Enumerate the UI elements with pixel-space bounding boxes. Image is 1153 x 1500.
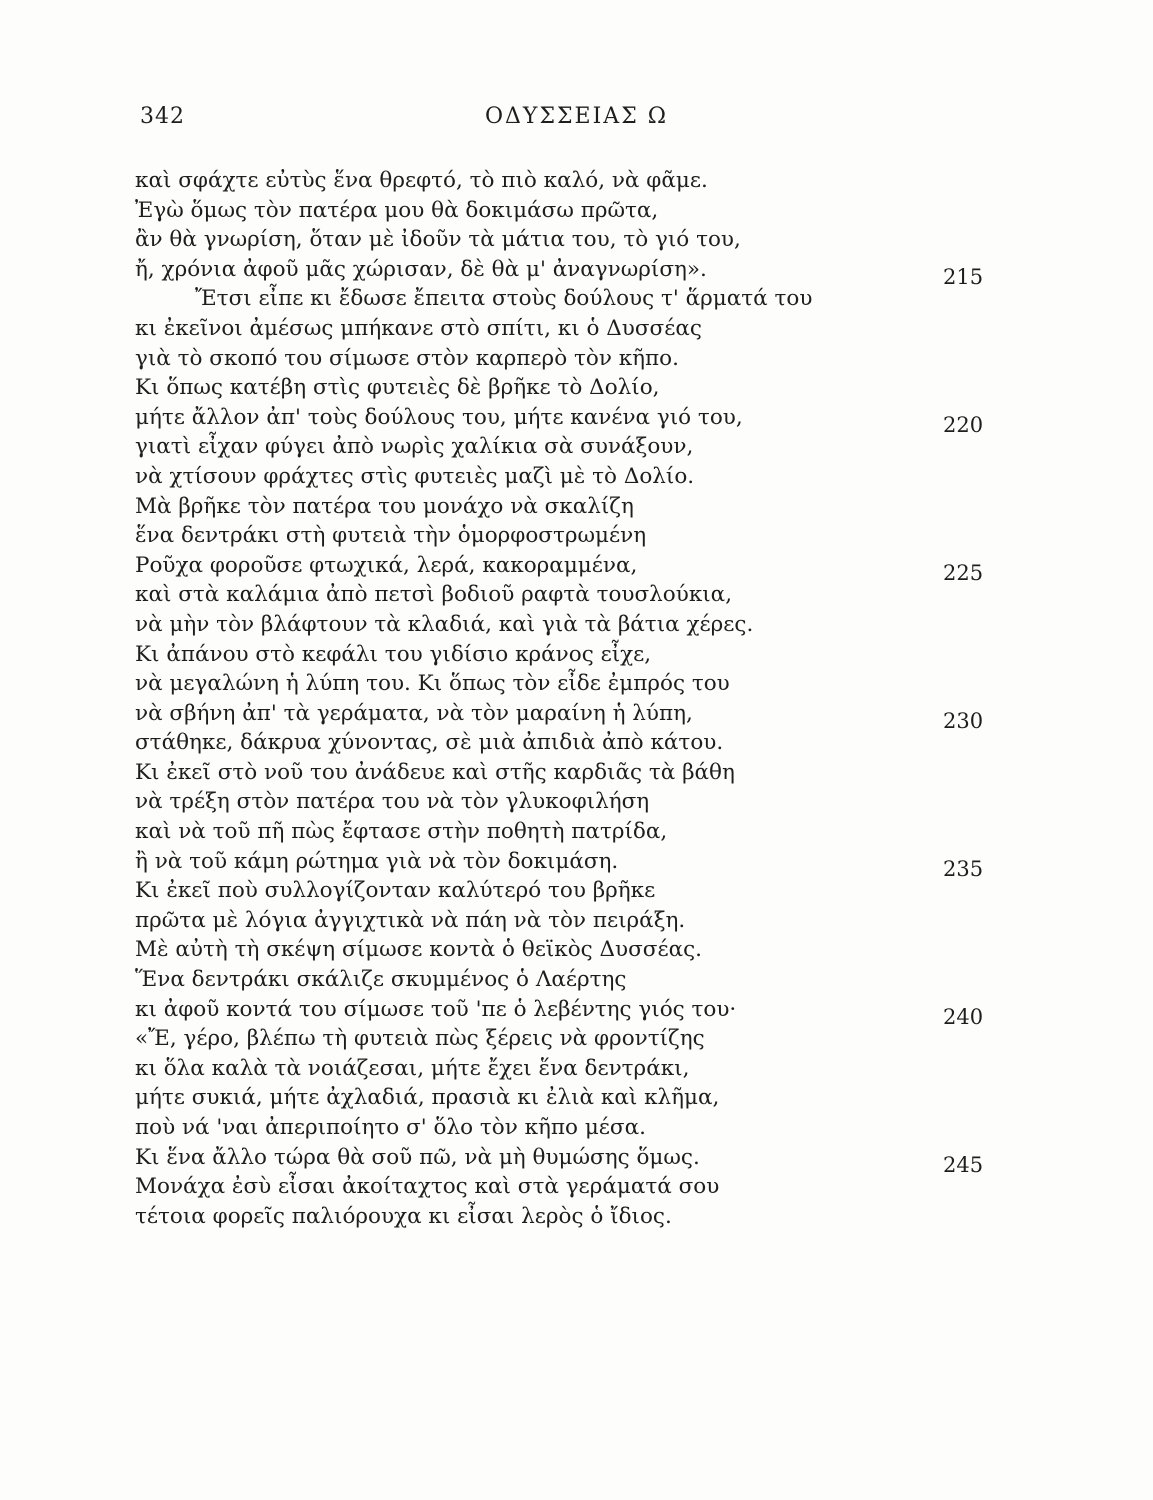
verse-line xyxy=(135,669,895,699)
line-number: 235 xyxy=(943,856,984,881)
verse-line xyxy=(135,1172,895,1202)
verse-text: «Ἔ, γέρο, βλέπω τὴ φυτειὰ πὼς ξέρεις νὰ φροντίζης xyxy=(135,1026,705,1052)
line-number: 240 xyxy=(943,1004,984,1029)
verse-text: ἢ νὰ τοῦ κάμη ρώτημα γιὰ νὰ τὸν δοκιμάση. xyxy=(135,848,619,874)
verse-line xyxy=(135,876,895,906)
verse-text: καὶ νὰ τοῦ πῆ πὼς ἔφτασε στὴν ποθητὴ πατρίδα, xyxy=(135,819,668,845)
verse-text: τέτοια φορεῖς παλιόρουχα κι εἶσαι λερὸς ὁ ἴδιος. xyxy=(135,1203,672,1229)
verse-line xyxy=(135,432,895,462)
line-number: 220 xyxy=(943,412,984,437)
verse-line xyxy=(135,935,895,965)
running-title: ΟΔΥΣΣΕΙΑΣ Ω xyxy=(485,104,668,129)
verse-line xyxy=(135,314,895,344)
verse-text: κι ὅλα καλὰ τὰ νοιάζεσαι, μήτε ἔχει ἕνα δεντράκι, xyxy=(135,1055,690,1081)
verse-text: στάθηκε, δάκρυα χύνοντας, σὲ μιὰ ἀπιδιὰ ἀπὸ κάτου. xyxy=(135,730,724,756)
verse-text: νὰ μεγαλώνη ἡ λύπη του. Κι ὅπως τὸν εἶδε ἐμπρός του xyxy=(135,671,730,697)
verse-text: μήτε ἄλλον ἀπ' τοὺς δούλους του, μήτε κανένα γιό του, xyxy=(135,404,743,430)
verse-text: Ἔτσι εἶπε κι ἔδωσε ἔπειτα στοὺς δούλους τ' ἅρματά του xyxy=(195,286,813,312)
verse-text: Μὲ αὐτὴ τὴ σκέψη σίμωσε κοντὰ ὁ θεϊκὸς Δυσσέας. xyxy=(135,937,703,963)
verse-line xyxy=(135,580,895,610)
verse-text: Μονάχα ἐσὺ εἶσαι ἀκοίταχτος καὶ στὰ γεράματά σου xyxy=(135,1174,720,1200)
verse-text: καὶ στὰ καλάμια ἀπὸ πετσὶ βοδιοῦ ραφτὰ τουσλούκια, xyxy=(135,582,733,608)
verse-line xyxy=(135,1083,895,1113)
verse-line xyxy=(135,255,984,289)
verse-text: νὰ μὴν τὸν βλάφτουν τὰ κλαδιά, καὶ γιὰ τὰ βάτια χέρες. xyxy=(135,611,754,637)
verse-text: νὰ χτίσουν φράχτες στὶς φυτειὲς μαζὶ μὲ τὸ Δολίο. xyxy=(135,463,695,489)
verse-line xyxy=(135,1024,895,1054)
verse-line xyxy=(135,965,895,995)
verse-text: Κι ἐκεῖ ποὺ συλλογίζονταν καλύτερό του βρῆκε xyxy=(135,878,656,904)
verse-line xyxy=(135,787,895,817)
verse-line xyxy=(135,344,895,374)
verse-line xyxy=(135,995,984,1029)
verse-text: Κι ἀπάνου στὸ κεφάλι του γιδίσιο κράνος εἶχε, xyxy=(135,641,652,667)
verse-text: ἂν θὰ γνωρίση, ὅταν μὲ ἰδοῦν τὰ μάτια του, τὸ γιό του, xyxy=(135,227,741,253)
line-number: 225 xyxy=(943,560,984,585)
line-number: 230 xyxy=(943,708,984,733)
verse-text: γιατὶ εἶχαν φύγει ἀπὸ νωρὶς χαλίκια σὰ συνάξουν, xyxy=(135,434,694,460)
line-number: 245 xyxy=(943,1152,984,1177)
verse-text: Κι ἕνα ἄλλο τώρα θὰ σοῦ πῶ, νὰ μὴ θυμώσης ὅμως. xyxy=(135,1144,700,1170)
verse-line xyxy=(135,1202,895,1232)
verse-text: νὰ τρέξη στὸν πατέρα του νὰ τὸν γλυκοφιλήση xyxy=(135,789,650,815)
verse-line xyxy=(135,373,895,403)
verse-line xyxy=(135,699,984,733)
verse-line xyxy=(135,1113,895,1143)
verse-line xyxy=(135,847,984,881)
verse-line xyxy=(135,521,895,551)
verse-text: μήτε συκιά, μήτε ἀχλαδιά, πρασιὰ κι ἐλιὰ καὶ κλῆμα, xyxy=(135,1085,720,1111)
verse-line xyxy=(135,225,895,255)
verse-line xyxy=(135,906,895,936)
verse-text: Ροῦχα φοροῦσε φτωχικά, λερά, κακοραμμένα, xyxy=(135,552,638,578)
verse-text: ποὺ νά 'ναι ἀπεριποίητο σ' ὅλο τὸν κῆπο μέσα. xyxy=(135,1115,646,1140)
verse-text: Κι ἐκεῖ στὸ νοῦ του ἀνάδευε καὶ στῆς καρδιᾶς τὰ βάθη xyxy=(135,759,735,785)
verse-line xyxy=(135,492,895,522)
verse-line xyxy=(135,817,895,847)
verse-line xyxy=(135,196,895,226)
verse-line xyxy=(135,640,895,670)
verse-line xyxy=(135,758,895,788)
verse-text: καὶ σφάχτε εὐτὺς ἕνα θρεφτό, τὸ πιὸ καλό, νὰ φᾶμε. xyxy=(135,168,708,193)
verse-text: πρῶτα μὲ λόγια ἀγγιχτικὰ νὰ πάη νὰ τὸν πειράξη. xyxy=(135,907,686,933)
poem-text xyxy=(135,166,984,1231)
verse-line xyxy=(135,462,895,492)
verse-text: Μὰ βρῆκε τὸν πατέρα του μονάχο νὰ σκαλίζη xyxy=(135,493,634,519)
verse-line xyxy=(135,403,984,437)
verse-line xyxy=(135,166,895,196)
verse-text: γιὰ τὸ σκοπό του σίμωσε στὸν καρπερὸ τὸν κῆπο. xyxy=(135,345,679,371)
verse-line xyxy=(135,1054,895,1084)
page-number: 342 xyxy=(140,104,185,129)
verse-line xyxy=(135,728,895,758)
verse-line xyxy=(135,1143,984,1177)
verse-text: ἕνα δεντράκι στὴ φυτειὰ τὴν ὁμορφοστρωμένη xyxy=(135,523,647,549)
verse-line xyxy=(135,610,895,640)
verse-text: Κι ὅπως κατέβη στὶς φυτειὲς δὲ βρῆκε τὸ Δολίο, xyxy=(135,375,660,401)
line-number: 215 xyxy=(943,264,984,289)
verse-text: Ἐγὼ ὅμως τὸν πατέρα μου θὰ δοκιμάσω πρῶτα, xyxy=(135,197,659,223)
verse-line xyxy=(135,551,984,585)
verse-text: νὰ σβήνη ἀπ' τὰ γεράματα, νὰ τὸν μαραίνη ἡ λύπη, xyxy=(135,700,693,726)
verse-text: ἤ, χρόνια ἀφοῦ μᾶς χώρισαν, δὲ θὰ μ' ἀναγνωρίση». xyxy=(135,256,707,282)
verse-text: Ἕνα δεντράκι σκάλιζε σκυμμένος ὁ Λαέρτης xyxy=(135,967,627,993)
verse-text: κι ἀφοῦ κοντά του σίμωσε τοῦ 'πε ὁ λεβέντης γιός του· xyxy=(135,996,737,1022)
verse-line xyxy=(135,284,895,314)
verse-text: κι ἐκεῖνοι ἀμέσως μπήκανε στὸ σπίτι, κι ὁ Δυσσέας xyxy=(135,315,702,341)
